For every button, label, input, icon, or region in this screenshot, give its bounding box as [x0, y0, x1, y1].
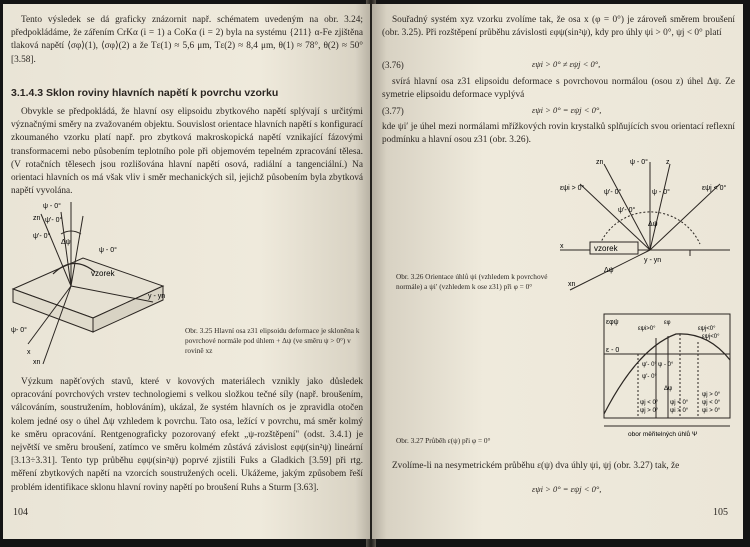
page-number-left: 104 — [13, 507, 28, 518]
right-paragraph-2-text: svírá hlavní osa z31 elipsoidu deformace s povrchovou normálou (osou z) úhel Δψ. Ze symetrie elipsoidu deformace vyplývá — [382, 77, 735, 101]
fig326-label-z: z — [666, 159, 670, 166]
fig327-label-psi-l: ψj > 0° — [702, 392, 721, 398]
paragraph-2 — [11, 376, 363, 495]
fig326-label-psi0-a: ψ'- 0° — [604, 189, 622, 196]
page-number-right: 105 — [713, 507, 728, 518]
fig326-label-psi0-b: ψ - 0° — [652, 189, 670, 196]
right-paragraph-2 — [382, 76, 735, 102]
figure-3-27 — [598, 308, 738, 442]
fig327-label-ephipsi: εφψ — [606, 319, 619, 326]
fig326-label-vzorek: vzorek — [594, 244, 618, 253]
fig325-label-xn: xn — [33, 359, 41, 366]
right-paragraph-4-text: Zvolíme-li na nesymetrickém průběhu ε(ψ) dva úhly ψi, ψj (obr. 3.27) tak, že — [392, 461, 680, 471]
fig327-label-eps-c: εφ — [664, 320, 671, 326]
left-page — [3, 4, 370, 539]
fig326-label-psi0-c: ψ'- 0° — [618, 207, 636, 214]
fig326-label-dpsi-low: Δψ — [604, 267, 614, 274]
fig325-label-psi0-c: ψ'- 0° — [33, 233, 51, 240]
fig325-label-psi0-left: ψ- 0° — [11, 327, 27, 334]
fig327-label-psi-c: ψ'- 0° — [642, 374, 657, 380]
right-paragraph-3 — [382, 121, 735, 147]
right-paragraph-1-text: Souřadný systém xyz vzorku zvolíme tak, že osa x (φ = 0°) je zároveň směrem broušení (obr. 3.25). Při rozštěpení průběhu závislosti εφψ(sin²ψ), kdy pro úhly ψi > 0°, ψj < 0° platí — [382, 15, 735, 39]
fig326-label-zn: zn — [596, 159, 604, 166]
fig327-label-psi-g: ψi > 0° — [670, 408, 689, 414]
fig325-label-zn: zn — [33, 215, 41, 222]
fig327-label-eps-a: εψi>0° — [638, 326, 656, 332]
fig325-label-y: y - yn — [148, 293, 166, 300]
figure-3-25-caption: Obr. 3.25 Hlavní osa z31 elipsoidu deformace je skloněna k povrchové normále pod úhlem + Δψ (ve směru ψ > 0°) v rovině xz — [185, 326, 360, 355]
figure-3-26-caption: Obr. 3.26 Orientace úhlů ψi (vzhledem k povrchové normále) a ψi′ (vzhledem k ose z31) při φ = 0° — [396, 272, 548, 291]
fig327-label-psi-h: ψj < 0° — [702, 400, 721, 406]
paragraph-1-text: Obvykle se předpokládá, že hlavní osy elipsoidu zbytkového napětí splývají s určitými význačnými směry na zvažovaném objektu. Souvislost orientace hlavních napětí s konfigurací zkoumaného vzorku platí např. pro zbytková makroskopická napětí vznikající fázovými transformacemi nebo působením teplotního pole při objemovém tepelném zpracování tělesa. (V rotačních tělesech jsou rozlišována hlavní napětí osová, radiální a tangenciální.) Na orientaci hlavních os má však vliv i směr mechanických sil, jejichž působením byla zbytková napětí vyvolána. — [11, 107, 363, 197]
fig326-label-e-psi-i: εψi > 0° — [560, 185, 585, 192]
fig325-label-psi0-b: ψ - 0° — [99, 247, 117, 254]
intro-text: Tento výsledek se dá graficky znázornit např. schématem uvedeným na obr. 3.24; předpokládáme, že zářením CrKα (i = 1) a CoKα (i = 2) byla na systému {211} α-Fe zjištěna tlaková napětí ⟨σφ⟩(1), ⟨σφ⟩(2) a že Tε(1) ≈ 5,6 μm, Tε(2) ≈ 8,4 μm, θ(1) ≈ 78°, θ(2) ≈ 50° [3.58]. — [11, 15, 363, 65]
right-paragraph-3-text: kde ψi′ je úhel mezi normálami mřížkových rovin krystalků splňujících svou orientací reflexní podmínku a hlavní osou z31 (obr. 3.26). — [382, 122, 735, 146]
fig327-label-dpsi: Δψ — [664, 386, 673, 392]
fig326-label-psi0-top: ψ - 0° — [630, 159, 648, 166]
figure-3-26 — [560, 154, 740, 294]
fig327-label-psi-k: ψi > 0° — [702, 408, 721, 414]
fig327-label-eps-right: εψj<0° — [702, 334, 720, 340]
eq-377-number: (3.77) — [382, 106, 404, 116]
eq-376: εψi > 0° ≠ εψj < 0°, — [532, 59, 601, 69]
fig327-label-psi-b: ψ - 0° — [658, 362, 674, 368]
fig326-label-x: x — [560, 243, 564, 250]
fig326-label-dpsi: Δψ — [648, 221, 658, 228]
right-page — [372, 4, 743, 539]
fig327-label-psi-a: ψ'- 0° — [642, 362, 657, 368]
intro-paragraph — [11, 14, 363, 67]
fig327-label-psi-e: ψj > 0° — [640, 408, 659, 414]
eq-377: εψi > 0° = εψj < 0°, — [532, 105, 602, 115]
figure-3-27-caption: Obr. 3.27 Průběh ε(ψ) při φ = 0° — [396, 436, 491, 445]
fig325-label-psi0-top: ψ - 0° — [43, 203, 61, 210]
fig326-axis-z — [650, 164, 670, 250]
paragraph-2-text: Výzkum napěťových stavů, které v kovových materiálech vznikly jako důsledek opracování povrchových vrstev technologiemi s velkou složkou tečné síly (např. broušením, válcováním, soustružením, hoblováním), ukázal, že systém hlavních os je zpravidla otočen kolem jedné osy o úhel Δψ vzhledem k povrchu. Tato osa, ležící v povrchu, má směr kolmý ke směru opracování. Rentgenograficky pozorovaný efekt „ψ-rozštěpení" (odst. 3.4.1) je největší ve směru broušení, zatímco ve směru kolmém zůstává závislost εφψ(sin²ψ) lineární [3.13÷3.31]. Tento typ průběhu εφψ(sin²ψ) poprvé zjistili Fuks a Gladkich [3.59] při rtg. měření zbytkových napětí na vzorcích soustružených oceli. Ukážeme, jakým způsobem řeší problém identifikace sklonu hlavní roviny napětí po broušení Ruhs a Sturm [3.63]. — [11, 377, 363, 493]
fig327-label-eps-b: εψj<0° — [698, 326, 716, 332]
fig327-label-psi-f: ψj < 0° — [670, 400, 689, 406]
right-paragraph-4 — [382, 460, 735, 473]
section-heading: 3.1.4.3 Sklon roviny hlavních napětí k povrchu vzorku — [11, 87, 279, 99]
fig326-label-y: y - yn — [644, 257, 662, 264]
figure-3-25 — [3, 194, 193, 369]
fig327-label-e0: ε - 0 — [606, 347, 620, 354]
fig325-label-vzorek: vzorek — [91, 269, 115, 278]
fig326-label-e-psi-j: εψj < 0° — [702, 185, 727, 192]
fig325-label-x: x — [27, 349, 31, 356]
fig327-label-axis: obor měřitelných úhlů Ψ — [628, 431, 698, 438]
fig326-label-xn: xn — [568, 281, 576, 288]
eq-last: εψi > 0° = εψj < 0°, — [532, 484, 602, 494]
fig325-label-dpsi: Δψ — [61, 239, 71, 246]
right-paragraph-1 — [382, 14, 735, 40]
paragraph-1 — [11, 106, 363, 198]
fig325-label-psi0-a: ψ'- 0° — [45, 217, 63, 224]
fig327-label-psi-d: ψj < 0° — [640, 400, 659, 406]
eq-376-number: (3.76) — [382, 60, 404, 70]
